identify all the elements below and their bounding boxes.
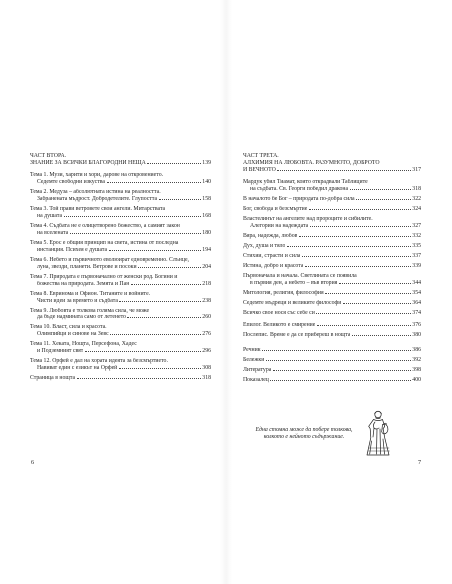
toc-entry-closing — [30, 375, 211, 382]
dot-leader — [339, 283, 411, 284]
toc-entry-page: 337 — [412, 253, 421, 260]
toc-entry-title: Бог, свобода и безсмъртие — [243, 206, 308, 213]
dot-leader — [310, 226, 411, 227]
toc-entry-postscript — [243, 332, 421, 339]
toc-entry-title: Дух, душа и тяло — [243, 243, 286, 250]
toc-entry-title-continued: в първия ден, а небето – във втория — [250, 279, 338, 286]
dot-leader — [273, 370, 411, 371]
toc-entry-page: 398 — [412, 367, 421, 374]
toc-entry-page: 374 — [412, 309, 421, 316]
toc-entry-title-continued: Чисти идеи за времето и съдбата — [37, 297, 118, 304]
toc-entry-page: 332 — [412, 233, 421, 240]
toc-entry — [243, 300, 421, 307]
toc-entry-page: 386 — [412, 347, 421, 354]
toc-entry-row — [243, 377, 421, 384]
epigraph — [248, 427, 360, 441]
dot-leader — [343, 303, 411, 304]
toc-entry-title: Митология, религия, философия — [243, 289, 324, 296]
toc-entry-row — [30, 348, 211, 355]
toc-entry-row — [30, 179, 211, 186]
toc-entry-title: Тема 1. Музи, харити и хори, дарове на откровението. — [30, 172, 164, 179]
toc-entry-row — [243, 280, 421, 287]
toc-entry-row — [243, 253, 421, 260]
toc-entry-row — [243, 367, 421, 374]
toc-entry-title: Бележки — [243, 357, 265, 364]
toc-entry-page: 339 — [412, 263, 421, 270]
toc-entry-page: 140 — [202, 179, 211, 186]
toc-entry-row — [243, 263, 421, 270]
toc-entry — [30, 324, 211, 338]
toc-entry — [30, 291, 211, 305]
dot-leader — [131, 284, 201, 285]
toc-entry-title: Седемте мъдреци и великите философи — [243, 299, 342, 306]
dot-leader — [77, 378, 201, 379]
toc-entry-page: 168 — [202, 213, 211, 220]
toc-entry-title: Тема 8. Евринома и Офион. Титаните и войните. — [30, 290, 151, 297]
part-label: ЧАСТ ТРЕТА. — [243, 153, 279, 159]
dot-leader — [107, 182, 201, 183]
toc-entry-page: 327 — [412, 223, 421, 230]
toc-entry-row — [243, 300, 421, 307]
toc-entry-page: 318 — [202, 375, 211, 382]
toc-entry-title: Литература — [243, 367, 272, 374]
toc-entry-page: 392 — [412, 357, 421, 364]
dot-leader — [266, 360, 411, 361]
toc-entry-page: 400 — [412, 377, 421, 384]
toc-entry-title: Първоначала и начала. Светлината се появила — [243, 273, 357, 280]
toc-entry — [30, 172, 211, 186]
dot-leader — [309, 209, 411, 210]
part-title-continued: И ВЕЧНОТО — [243, 166, 276, 173]
toc-entry-page: 238 — [202, 297, 211, 304]
toc-entry-page: 158 — [202, 196, 211, 203]
toc-entry-row — [243, 223, 421, 230]
dot-leader — [70, 233, 201, 234]
toc-entry-title-continued: на душата — [37, 213, 63, 220]
toc-entry-title: Страница в нощта — [30, 375, 76, 382]
toc-entry-title: В началото бе Бог – природата по-добра сила — [243, 196, 355, 203]
dot-leader — [110, 334, 200, 335]
dot-leader — [119, 368, 201, 369]
dot-leader — [299, 236, 411, 237]
toc-entry-row — [30, 247, 211, 254]
toc-part-three — [243, 153, 421, 384]
toc-entry-page: 318 — [412, 186, 421, 193]
book-gutter — [220, 0, 232, 584]
toc-entry-row — [30, 196, 211, 203]
toc-entry — [243, 206, 421, 213]
toc-back-matter-glossary — [243, 347, 421, 354]
toc-part-two — [30, 153, 211, 382]
toc-entry — [243, 310, 421, 317]
toc-entry-row — [30, 331, 211, 338]
toc-entry-title-continued: на съдбата. Св. Георги победил дракона — [250, 186, 349, 193]
toc-entry-page: 354 — [412, 289, 421, 296]
toc-entry — [30, 358, 211, 372]
dot-leader — [277, 170, 410, 171]
part-label: ЧАСТ ВТОРА. — [30, 153, 67, 159]
toc-entry-title: Стихии, страсти и сила — [243, 253, 301, 260]
toc-entry-page: 376 — [412, 321, 421, 328]
toc-entry-row — [30, 365, 211, 372]
page-number-left: 6 — [31, 459, 35, 466]
toc-entry-row — [243, 196, 421, 203]
part-title-row — [30, 160, 211, 167]
toc-entry-row — [30, 213, 211, 220]
part-title: ЗНАНИЕ ЗА ВСИЧКИ БЛАГОРОДНИ НЕЩА — [30, 159, 146, 166]
toc-entry-page: 276 — [202, 331, 211, 338]
dot-leader — [287, 246, 411, 247]
toc-entry — [243, 233, 421, 240]
toc-entry-row — [30, 264, 211, 271]
toc-entry-title-continued: на вселената — [37, 229, 69, 236]
dot-leader — [159, 199, 201, 200]
toc-entry-row — [243, 310, 421, 317]
toc-entry-title: Тема 9. Любовта е толкова голяма сила, че може — [30, 307, 150, 314]
toc-entry-row — [243, 290, 421, 297]
toc-entry — [30, 240, 211, 254]
toc-entry — [243, 263, 421, 270]
robed-figure-engraving-icon — [363, 408, 395, 458]
toc-entry — [243, 273, 421, 287]
toc-entry-row — [30, 281, 211, 288]
dot-leader — [109, 250, 201, 251]
toc-entry-row — [30, 314, 211, 321]
toc-entry-title-continued: Навиват един с езикът на Орфей — [37, 365, 118, 372]
toc-entry-page: 194 — [202, 246, 211, 253]
dot-leader — [305, 266, 411, 267]
part-title: АЛХИМИЯ НА ЛЮБОВТА. РАЗУМНОТО, ДОБРОТО — [243, 159, 380, 166]
dot-leader — [64, 216, 201, 217]
toc-entry — [243, 196, 421, 203]
toc-entry-title-continued: да бъде надмината само от летенето — [37, 314, 126, 321]
toc-entry-row — [30, 298, 211, 305]
toc-entry-page: 364 — [412, 299, 421, 306]
toc-entry-title: Властелинът на ангелите над пророците и сибилите. — [243, 216, 373, 223]
epigraph-line: колкото е нейното съдържание. — [263, 434, 345, 440]
toc-entry-row — [243, 243, 421, 250]
toc-entry-title-continued: луна, звезди, планети. Ветрове и посоки — [37, 263, 137, 270]
toc-entry — [30, 341, 211, 355]
toc-entry-title: Тема 11. Хеката, Нощта, Персефона, Хадес — [30, 341, 137, 348]
toc-entry — [30, 206, 211, 220]
toc-entry-title-continued: Забранената мъдрост. Добродетелите. Глупостта — [37, 196, 158, 203]
toc-back-matter-bibliography — [243, 367, 421, 374]
part-page: 139 — [202, 159, 211, 166]
toc-entry-row — [243, 357, 421, 364]
toc-entry — [30, 274, 211, 288]
toc-entry-title: Тема 7. Природата е първоначално от женски род. Богини и — [30, 273, 178, 280]
toc-entry — [243, 253, 421, 260]
dot-leader — [316, 313, 410, 314]
toc-entry — [243, 290, 421, 297]
dot-leader — [119, 301, 200, 302]
toc-entry-title: Тема 12. Орфей е дал на хората идеята за безсмъртието. — [30, 358, 168, 365]
toc-entry-title-continued: Седемте свободни изкуства — [37, 179, 105, 186]
toc-entry-title: Истина, добро и красота — [243, 263, 304, 270]
toc-entry-page: 335 — [412, 243, 421, 250]
toc-entry-row — [243, 233, 421, 240]
toc-entry-row — [243, 347, 421, 354]
page-number-right: 7 — [418, 459, 422, 466]
toc-entry-page: 296 — [202, 348, 211, 355]
toc-entry-page: 260 — [202, 314, 211, 321]
toc-entry-page: 218 — [202, 280, 211, 287]
toc-entry — [30, 189, 211, 203]
dot-leader — [262, 350, 410, 351]
toc-entry-title: Тема 3. Той прави ветровете свои ангели. Митарствата — [30, 206, 166, 213]
toc-entry-title: Тема 6. Небето и първичното еволюират едновременно. Слънце, — [30, 256, 189, 263]
dot-leader — [147, 163, 200, 164]
toc-entry-row — [243, 186, 421, 193]
toc-entry-page: 180 — [202, 229, 211, 236]
toc-back-matter-index — [243, 377, 421, 384]
toc-entry-title: Всичко свое нося със себе си — [243, 309, 315, 316]
toc-entry-row — [243, 332, 421, 339]
toc-entry-title-continued: и Подземният свят — [37, 348, 84, 355]
toc-entry-title-continued: Алегории на надеждата — [250, 223, 309, 230]
toc-entry-title: Тема 2. Медуза – абсолютната истина на реалността. — [30, 189, 161, 196]
toc-entry-title: Мардук убил Тиамат, които открадвали Таблиците — [243, 179, 368, 186]
toc-entry — [30, 257, 211, 271]
toc-entry — [243, 179, 421, 193]
toc-entry-title: Послепис. Време е да се прибереш в нощта — [243, 331, 351, 338]
toc-entry — [30, 308, 211, 322]
dot-leader — [325, 293, 410, 294]
toc-entry-title: Тема 4. Съдбата не е олицетворено божество, а самият закон — [30, 223, 180, 230]
dot-leader — [138, 267, 200, 268]
toc-entry-page: 380 — [412, 331, 421, 338]
dot-leader — [350, 189, 411, 190]
dot-leader — [127, 317, 200, 318]
part-page: 317 — [412, 166, 421, 173]
toc-entry-page: 324 — [412, 206, 421, 213]
toc-entry-epilogue — [243, 322, 421, 329]
toc-entry-page: 344 — [412, 279, 421, 286]
dot-leader — [356, 199, 410, 200]
dot-leader — [302, 256, 411, 257]
part-title-row — [243, 167, 421, 174]
epigraph-line: Една стомна може да побере толкова, — [255, 427, 353, 433]
toc-entry-page: 204 — [202, 263, 211, 270]
toc-entry-title: Тема 10. Власт, сила и красота. — [30, 324, 107, 331]
toc-entry-row — [30, 375, 211, 382]
dot-leader — [85, 351, 201, 352]
toc-entry-title: Показалец — [243, 377, 269, 384]
toc-entry-title-continued: Олимпийци и синове на Зевс — [37, 331, 109, 338]
toc-entry — [243, 216, 421, 230]
toc-entry-row — [243, 322, 421, 329]
toc-entry-title: Вяра, надежда, любов — [243, 233, 298, 240]
toc-entry-row — [30, 230, 211, 237]
dot-leader — [270, 380, 410, 381]
toc-entry-title: Тема 5. Ерос е общия принцип на света, истина от последна — [30, 239, 179, 246]
toc-entry-title: Речник — [243, 347, 261, 354]
toc-entry — [243, 243, 421, 250]
toc-entry — [30, 223, 211, 237]
toc-entry-page: 322 — [412, 196, 421, 203]
toc-back-matter-notes — [243, 357, 421, 364]
toc-entry-title-continued: инстанция. Психея е душата — [37, 246, 108, 253]
toc-entry-title-continued: божества на природата. Земята и Пан — [37, 280, 130, 287]
toc-entry-title: Епилог. Великото е смирение — [243, 321, 316, 328]
dot-leader — [352, 335, 411, 336]
dot-leader — [317, 325, 411, 326]
toc-entry-page: 308 — [202, 365, 211, 372]
toc-entry-row — [243, 206, 421, 213]
